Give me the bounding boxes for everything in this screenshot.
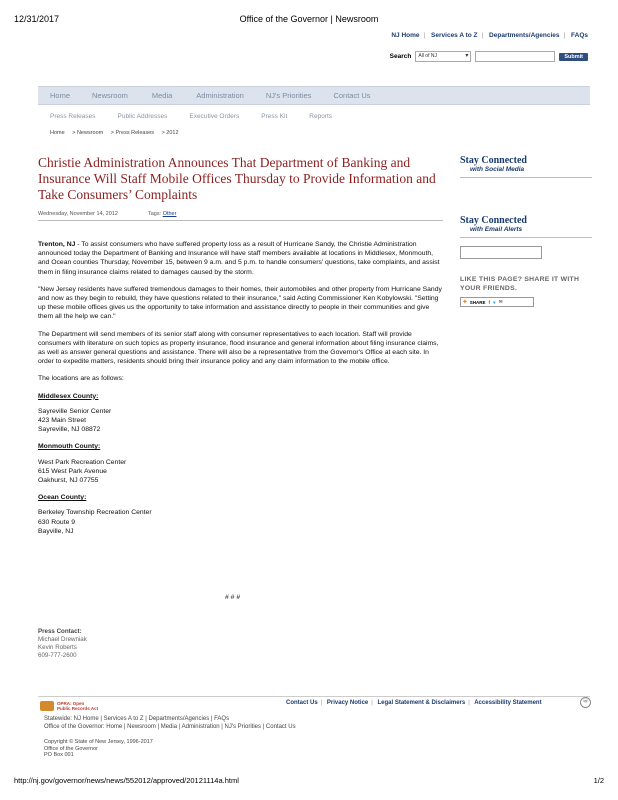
- press-contact-name: Michael Drewniak: [38, 636, 87, 643]
- press-contact: [38, 628, 87, 660]
- breadcrumb-year[interactable]: > 2012: [161, 130, 179, 136]
- press-contact-label: Press Contact:: [38, 628, 82, 635]
- nav-newsroom[interactable]: Newsroom: [92, 91, 128, 100]
- paragraph-4: The locations are as follows:: [38, 375, 124, 383]
- email-icon[interactable]: ✉: [498, 299, 503, 304]
- share-button[interactable]: [460, 297, 534, 307]
- share-label: SHARE: [469, 299, 486, 305]
- location-address: Berkeley Township Recreation Center 630 Route 9 Bayville, NJ: [38, 509, 152, 535]
- footer-copyright: Copyright © State of New Jersey, 1996-2017 Office of the Governor PO Box 001: [44, 739, 153, 758]
- footer-nav: [44, 716, 296, 731]
- footer-statewide[interactable]: Statewide: NJ Home | Services A to Z | Departments/Agencies | FAQs: [44, 716, 230, 722]
- main-nav: [38, 86, 590, 105]
- print-header: [14, 14, 604, 26]
- press-contact-phone: 609-777-2600: [38, 652, 77, 659]
- article-date: Wednesday, November 14, 2012: [38, 211, 118, 217]
- location-address: West Park Recreation Center 615 West Park Avenue Oakhurst, NJ 07755: [38, 458, 127, 485]
- email-input[interactable]: [460, 246, 542, 259]
- social-subtitle[interactable]: with Social Media: [470, 166, 525, 173]
- subnav-reports[interactable]: Reports: [309, 113, 333, 120]
- press-contact-name: Kevin Roberts: [38, 644, 77, 651]
- top-link-services[interactable]: Services A to Z: [431, 32, 478, 39]
- email-subtitle[interactable]: with Email Alerts: [470, 226, 523, 233]
- subnav-executive-orders[interactable]: Executive Orders: [189, 113, 240, 120]
- footer-accessibility-link[interactable]: Accessibility Statement: [474, 700, 542, 706]
- print-date: 12/31/2017: [14, 14, 60, 24]
- breadcrumb: [50, 130, 179, 136]
- print-title: Office of the Governor | Newsroom: [239, 14, 379, 24]
- top-link-departments[interactable]: Departments/Agencies: [489, 32, 560, 39]
- search-submit-button[interactable]: Submit: [559, 53, 588, 61]
- email-title[interactable]: Stay Connected: [460, 215, 527, 226]
- opra-icon: [40, 701, 54, 711]
- paragraph-1: Trenton, NJ - To assist consumers who have suffered property loss as a result of Hurricane Sandy, the Christie Administration announced today the Department of Banking and Insurance will have staff members available at locations in Middlesex, Monmouth, and Ocean counties Thursday, November 15, between 9 a.m. and 5 p.m. to handle consumers' questions, take complaints, and assist them in filing insurance claims related to damages caused by the storm.: [38, 241, 440, 276]
- top-link-faqs[interactable]: FAQs: [571, 32, 588, 39]
- page-title: Christie Administration Announces That Department of Banking and Insurance Will Staff Mobile Offices Thursday to Provide Information and Take Consumers’ Complaints: [38, 155, 436, 202]
- top-links: NJ Home | Services A to Z | Departments/Agencies | FAQs: [391, 32, 588, 39]
- paragraph-3: The Department will send members of its senior staff along with consumer representatives to each location. Staff will provide consumers with literature on such topics as property insurance, flood insurance and general information about filing insurance claims, as well as answer general questions and assistance. There will also be a representative from the Governor's Office at each site. In order to expedite matters, residents should bring their insurance policy and any claim information to the mobile office.: [38, 330, 439, 366]
- print-page-number: 1/2: [593, 776, 604, 785]
- search-input[interactable]: [475, 51, 555, 62]
- share-icon: ✚: [463, 299, 467, 304]
- breadcrumb-press-releases[interactable]: > Press Releases: [110, 130, 155, 136]
- search-scope-select[interactable]: All of NJ ▾: [415, 51, 471, 62]
- social-title[interactable]: Stay Connected: [460, 155, 527, 166]
- top-link-nj-home[interactable]: NJ Home: [391, 32, 420, 39]
- subnav-press-releases[interactable]: Press Releases: [50, 113, 96, 120]
- accessibility-icon[interactable]: ♾: [580, 697, 591, 708]
- footer-links: Contact Us | Privacy Notice | Legal Statement & Disclaimers | Accessibility Statement: [286, 700, 542, 706]
- location-address: Sayreville Senior Center 423 Main Street Sayreville, NJ 08872: [38, 407, 112, 434]
- footer-contact-link[interactable]: Contact Us: [286, 700, 318, 706]
- paragraph-2: "New Jersey residents have suffered tremendous damages to their homes, their automobiles and other property from Hurricane Sandy and now as they begin to rebuild, they have questions related to their insurance," said Acting Commissioner Ken Kobylowski. "Setting up these mobile offices gives us the opportunity to take information and assistance directly to people in their communities and give them all the help we can.": [38, 285, 442, 321]
- location-county: Middlesex County:: [38, 392, 99, 400]
- email-alerts-widget: [460, 215, 595, 259]
- breadcrumb-home[interactable]: Home: [50, 130, 65, 136]
- share-prompt: LIKE THIS PAGE? SHARE IT WITH YOUR FRIENDS.: [460, 276, 580, 292]
- end-mark: # # #: [225, 594, 241, 601]
- sub-nav: [50, 113, 332, 120]
- location-county: Monmouth County:: [38, 443, 101, 451]
- tags-label: Tags:: [148, 211, 162, 217]
- breadcrumb-newsroom[interactable]: > Newsroom: [72, 130, 104, 136]
- print-url: http://nj.gov/governor/news/news/552012/approved/20121114a.html: [14, 776, 239, 785]
- article-body: [38, 240, 443, 544]
- nav-contact[interactable]: Contact Us: [333, 91, 371, 100]
- footer-legal-link[interactable]: Legal Statement & Disclaimers: [377, 700, 466, 706]
- facebook-icon[interactable]: f: [488, 299, 491, 305]
- tag-link[interactable]: Other: [162, 211, 177, 217]
- search-label: Search: [389, 53, 412, 60]
- share-widget: [460, 275, 595, 307]
- nav-administration[interactable]: Administration: [196, 91, 244, 100]
- nav-priorities[interactable]: NJ's Priorities: [265, 91, 312, 100]
- social-media-widget: [460, 155, 595, 178]
- footer-governor[interactable]: Office of the Governor: Home | Newsroom | Media | Administration | NJ's Priorities | Contact Us: [44, 723, 296, 730]
- subnav-public-addresses[interactable]: Public Addresses: [117, 113, 168, 120]
- twitter-icon[interactable]: ♥: [493, 299, 496, 305]
- footer-privacy-link[interactable]: Privacy Notice: [326, 700, 369, 706]
- location-county: Ocean County:: [38, 494, 87, 502]
- opra-logo[interactable]: OPRA: Open Public Records Act: [40, 700, 106, 711]
- dateline: Trenton, NJ: [38, 241, 76, 248]
- nav-media[interactable]: Media: [151, 91, 173, 100]
- nav-home[interactable]: Home: [50, 91, 71, 100]
- search-bar: [390, 51, 588, 62]
- article-meta: [38, 211, 443, 221]
- subnav-press-kit[interactable]: Press Kit: [261, 113, 288, 120]
